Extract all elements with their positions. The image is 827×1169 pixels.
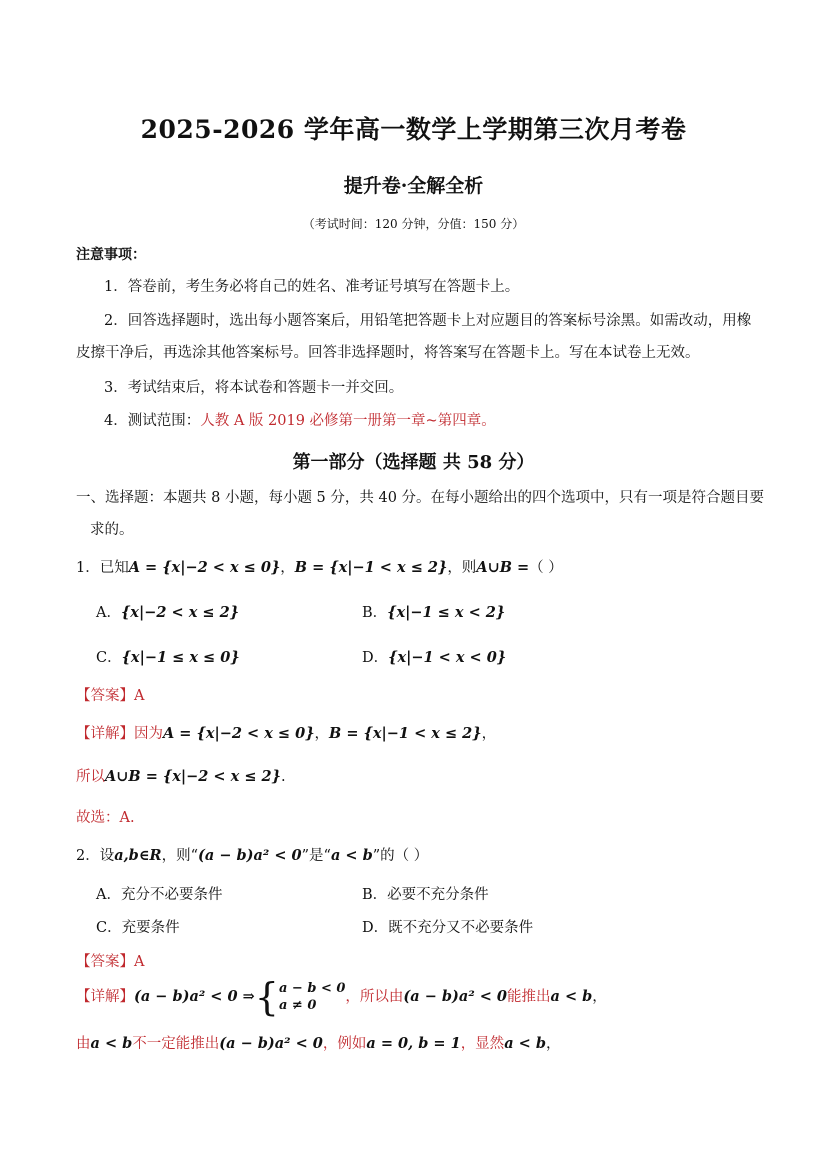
detail-label: 【详解】 <box>76 726 134 742</box>
notes-heading: 注意事项： <box>76 247 146 263</box>
q1-number: 1．已知 <box>76 560 129 576</box>
q2-number: 2．设 <box>76 848 115 864</box>
detail-expr: (a − b)a² < 0 <box>403 988 508 1005</box>
detail-end: ， <box>481 726 497 742</box>
note-item-1: 1．答卷前，考生务必将自己的姓名、准考证号填写在答题卡上。 <box>104 279 520 295</box>
q2-text: ，则“ <box>161 848 199 864</box>
detail-end: ， <box>545 1036 561 1052</box>
q1-option-d <box>362 647 506 669</box>
q1-ask: ，则 <box>447 560 477 576</box>
q2-detail <box>76 975 607 1020</box>
option-value: {x|−2 < x ≤ 2} <box>120 604 240 621</box>
note-item-2: 2．回答选择题时，选出每小题答案后，用铅笔把答题卡上对应题目的答案标号涂黑。如需改动，用橡 <box>104 313 752 329</box>
detail-label: 【详解】 <box>76 989 134 1005</box>
option-label: B． <box>362 605 388 621</box>
option-value: {x|−1 ≤ x ≤ 0} <box>121 649 240 666</box>
q1-union-expr: A∪B = <box>476 559 530 576</box>
q1-detail <box>76 723 496 745</box>
detail-text: ，例如 <box>322 1036 367 1052</box>
q1-option-a <box>96 602 239 624</box>
question-2 <box>76 845 428 867</box>
detail-expr: (a − b)a² < 0 <box>219 1035 323 1052</box>
section-intro: 一、选择题：本题共 8 小题，每小题 5 分，共 40 分。在每小题给出的四个选项中，只有一项是符合题目要 <box>76 490 765 506</box>
q1-choose: 故选：A. <box>76 810 135 826</box>
detail-set-a: A = {x|−2 < x ≤ 0} <box>163 725 315 742</box>
system-line-2: a ≠ 0 <box>278 998 317 1013</box>
detail-sep: ， <box>314 726 330 742</box>
q2-detail-line-2 <box>76 1033 560 1055</box>
note-item-2-cont: 皮擦干净后，再选涂其他答案标号。回答非选择题时，将答案写在答题卡上。写在本试卷上无效。 <box>76 345 700 361</box>
conclusion-expr: A∪B = {x|−2 < x ≤ 2} <box>105 768 281 785</box>
detail-expr: a < b <box>504 1035 546 1052</box>
q1-set-b: B = {x|−1 < x ≤ 2} <box>294 559 448 576</box>
system-brace: { <box>254 975 279 1019</box>
q1-option-c <box>96 647 240 669</box>
q2-option-c: C．充要条件 <box>96 920 180 936</box>
detail-text: ，显然 <box>460 1036 505 1052</box>
option-value: {x|−1 ≤ x < 2} <box>387 604 506 621</box>
detail-text: ，所以由 <box>345 989 404 1005</box>
exam-meta: （考试时间：120 分钟，分值：150 分） <box>302 217 525 231</box>
q2-paren: ”的（ ） <box>372 848 429 864</box>
detail-set-b: B = {x|−1 < x ≤ 2} <box>329 725 482 742</box>
section-intro-cont: 求的。 <box>90 522 134 538</box>
q1-set-a: A = {x|−2 < x ≤ 0} <box>128 559 281 576</box>
question-1 <box>76 557 563 579</box>
detail-expr: a < b <box>550 988 593 1005</box>
q2-option-d: D．既不充分又不必要条件 <box>362 920 534 936</box>
option-value: {x|−1 < x < 0} <box>388 649 507 666</box>
page-title: 2025-2026 学年高一数学上学期第三次月考卷 <box>140 115 687 144</box>
q2-option-b: B．必要不充分条件 <box>362 887 489 903</box>
page-subtitle: 提升卷·全解全析 <box>343 175 484 197</box>
detail-text: 能推出 <box>507 989 551 1005</box>
note-item-4 <box>104 410 496 432</box>
q1-conclusion <box>76 766 286 788</box>
option-label: D． <box>362 650 389 666</box>
detail-end: ， <box>592 989 607 1005</box>
scope-value: 人教 A 版 2019 必修第一册第一章~第四章。 <box>200 413 496 429</box>
q1-paren: （ ） <box>529 560 563 576</box>
detail-text: 不一定能推出 <box>132 1036 220 1052</box>
conclusion-end: . <box>280 769 286 785</box>
part-title: 第一部分（选择题 共 58 分） <box>292 452 535 473</box>
q1-option-b <box>362 602 505 624</box>
q1-answer: 【答案】A <box>76 688 145 704</box>
conclusion-text: 所以 <box>76 769 105 785</box>
detail-text: 由 <box>76 1036 91 1052</box>
q2-vars: a,b∈R <box>114 847 162 864</box>
q2-text: ”是“ <box>301 848 331 864</box>
option-label: A． <box>96 605 121 621</box>
detail-implication: (a − b)a² < 0 ⇒ <box>134 988 255 1005</box>
q2-conclusion: a < b <box>330 847 373 864</box>
q2-condition: (a − b)a² < 0 <box>198 847 302 864</box>
q2-option-a: A．充分不必要条件 <box>96 887 223 903</box>
option-label: C． <box>96 650 122 666</box>
detail-expr: a = 0, b = 1 <box>366 1035 461 1052</box>
q2-answer: 【答案】A <box>76 954 145 970</box>
inequality-system <box>279 980 345 1014</box>
detail-text: 因为 <box>134 726 163 742</box>
system-line-1: a − b < 0 <box>278 981 346 996</box>
q1-sep: ， <box>280 560 295 576</box>
note-item-3: 3．考试结束后，将本试卷和答题卡一并交回。 <box>104 380 404 396</box>
scope-label: 4．测试范围： <box>104 413 201 429</box>
detail-expr: a < b <box>90 1035 133 1052</box>
